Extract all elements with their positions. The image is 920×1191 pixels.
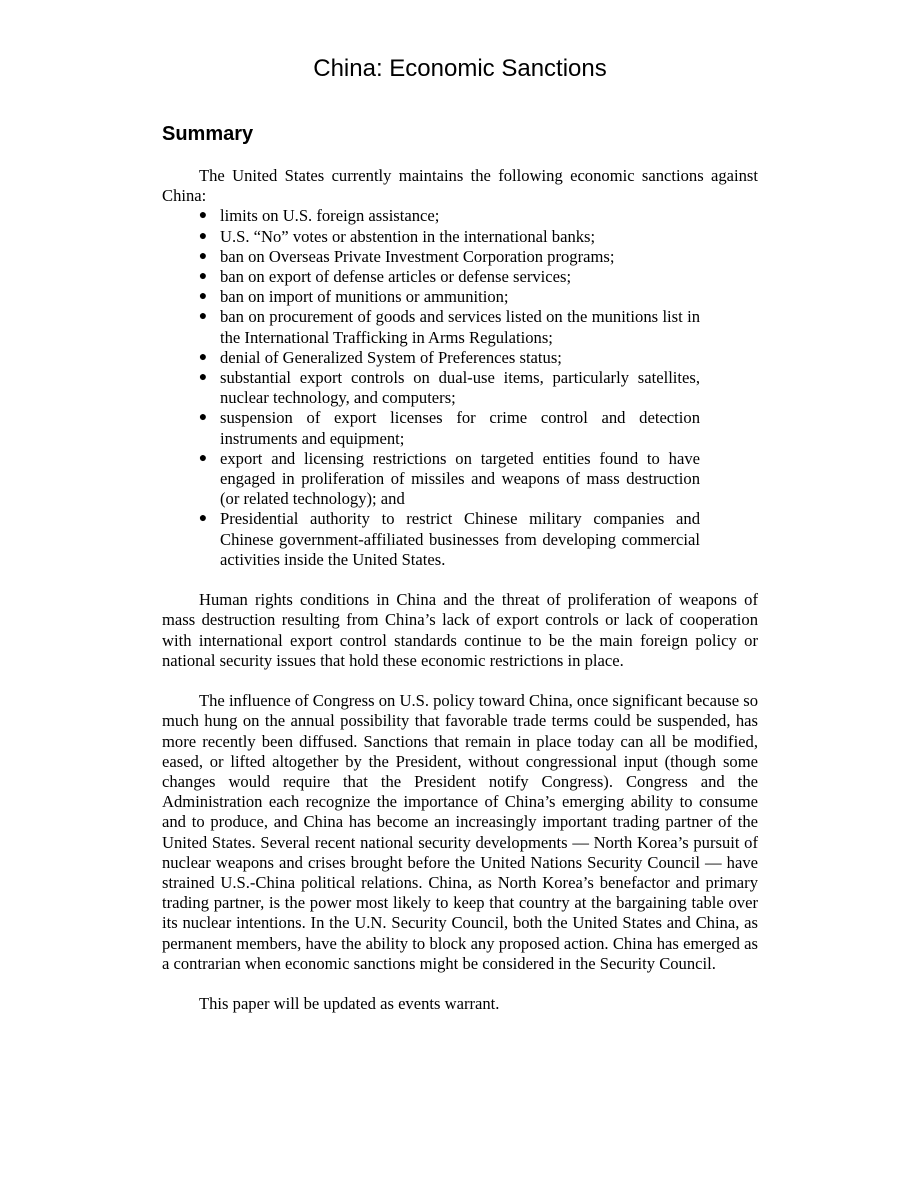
bullet-icon: ● [198,450,208,466]
bullet-icon: ● [198,410,208,426]
bullet-icon: ● [198,289,208,305]
bullet-icon: ● [198,228,208,244]
list-item: ● substantial export controls on dual-use items, particularly satellites, nuclear technology, and computers; [198,368,700,408]
summary-heading: Summary [162,123,254,145]
document-title: China: Economic Sanctions [313,55,607,82]
list-item: ● suspension of export licenses for crime control and detection instruments and equipment; [198,408,700,448]
list-item: ● export and licensing restrictions on targeted entities found to have engaged in proliferation of missiles and weapons of mass destruction (or related technology); and [198,448,700,509]
bullet-icon: ● [198,208,208,224]
list-item: ● ban on export of defense articles or defense services; [198,267,572,287]
summary-body [162,166,758,1014]
list-item: ● ban on procurement of goods and services listed on the munitions list in the International Trafficking in Arms Regulations; [198,307,700,347]
bullet-icon: ● [198,349,208,365]
intro-paragraph: The United States currently maintains the following economic sanctions against China: [162,166,758,206]
paragraph-proliferation: Human rights conditions in China and the threat of proliferation of weapons of mass destruction resulting from China’s lack of export controls or lack of cooperation with international export control standards continue to be the main foreign policy or national security issues that hold these economic restrictions in place. [162,590,758,670]
bullet-icon: ● [198,309,208,325]
list-item: ● ban on Overseas Private Investment Corporation programs; [198,246,615,266]
list-item: ● Presidential authority to restrict Chinese military companies and Chinese government-affiliated businesses from developing commercial activities inside the United States. [198,509,700,569]
list-item: ● limits on U.S. foreign assistance; [198,206,440,226]
list-item: ● U.S. “No” votes or abstention in the international banks; [198,226,596,246]
sanctions-list [162,206,700,570]
bullet-icon: ● [198,370,208,386]
bullet-icon: ● [198,248,208,264]
paragraph-update-note: This paper will be updated as events warrant. [199,994,500,1014]
bullet-icon: ● [198,269,208,285]
bullet-icon: ● [198,511,208,527]
list-item: ● ban on import of munitions or ammunition; [198,287,509,307]
paragraph-congress: The influence of Congress on U.S. policy toward China, once significant because so much hung on the annual possibility that favorable trade terms could be suspended, has more recently been diffused. Sanctions that remain in place today can all be modified, eased, or lifted altogether by the President, without congressional input (though some changes would require that the President notify Congress). Congress and the Administration each recognize the importance of China’s emerging ability to consume and to produce, and China has become an increasingly important trading partner of the United States. Several recent national security developments — North Korea’s pursuit of nuclear weapons and crises brought before the United Nations Security Council — have strained U.S.-China political relations. China, as North Korea’s benefactor and primary trading partner, is the power most likely to keep that country at the bargaining table over its nuclear intentions. In the U.N. Security Council, both the United States and China, as permanent members, have the ability to block any proposed action. China has emerged as a contrarian when economic sanctions might be considered in the Security Council. [162,691,758,973]
list-item: ● denial of Generalized System of Preferences status; [198,347,562,367]
